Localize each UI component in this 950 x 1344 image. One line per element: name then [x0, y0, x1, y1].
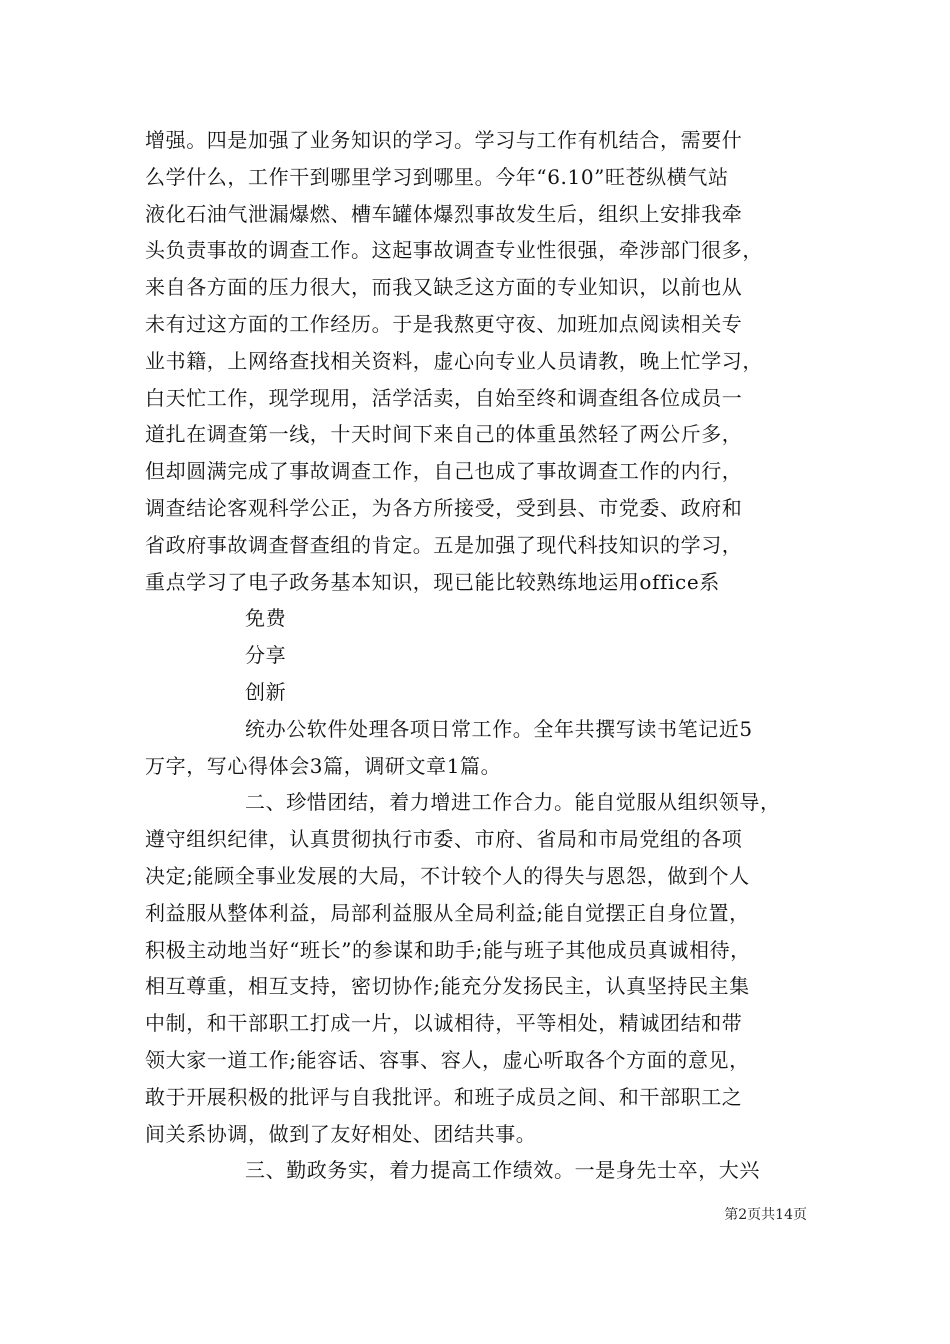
body-line: 敢于开展积极的批评与自我批评。和班子成员之间、和干部职工之: [145, 1084, 743, 1109]
body-line: 但却圆满完成了事故调查工作，自己也成了事故调查工作的内行，: [145, 459, 743, 484]
body-line: 积极主动地当好“班长”的参谋和助手;能与班子其他成员真诚相待，: [145, 937, 751, 962]
section-heading-line: 二、珍惜团结，着力增进工作合力。能自觉服从组织领导，: [245, 790, 781, 815]
watermark-line: 免费: [245, 606, 287, 631]
body-line: 么学什么，工作干到哪里学习到哪里。今年“6.10”旺苍纵横气站: [145, 164, 729, 189]
body-line: 省政府事故调查督查组的肯定。五是加强了现代科技知识的学习，: [145, 532, 743, 557]
body-line: 增强。四是加强了业务知识的学习。学习与工作有机结合，需要什: [145, 128, 743, 152]
body-line: 决定;能顾全事业发展的大局，不计较个人的得失与恩怨，做到个人: [145, 863, 750, 888]
section-heading-line: 三、勤政务实，着力提高工作绩效。一是身先士卒，大兴: [245, 1158, 760, 1183]
body-line: 万字，写心得体会3篇，调研文章1篇。: [145, 753, 502, 778]
watermark-line: 分享: [245, 643, 287, 668]
body-line: 相互尊重，相互支持，密切协作;能充分发扬民主，认真坚持民主集: [145, 974, 750, 999]
body-line: 液化石油气泄漏爆燃、槽车罐体爆烈事故发生后，组织上安排我牵: [145, 201, 743, 226]
body-line: 间关系协调，做到了友好相处、团结共事。: [145, 1121, 537, 1146]
body-line: 重点学习了电子政务基本知识，现已能比较熟练地运用office系: [145, 569, 720, 594]
body-line: 利益服从整体利益，局部利益服从全局利益;能自觉摆正自身位置，: [145, 900, 750, 925]
body-line: 中制，和干部职工打成一片，以诚相待，平等相处，精诚团结和带: [145, 1011, 743, 1036]
body-line: 未有过这方面的工作经历。于是我熬更守夜、加班加点阅读相关专: [145, 311, 743, 336]
body-line: 领大家一道工作;能容话、容事、容人，虚心听取各个方面的意见，: [145, 1047, 750, 1072]
body-line: 道扎在调查第一线，十天时间下来自己的体重虽然轻了两公斤多，: [145, 422, 743, 447]
body-line: 头负责事故的调查工作。这起事故调查专业性很强，牵涉部门很多，: [145, 238, 763, 263]
watermark-line: 创新: [245, 679, 287, 704]
body-line: 统办公软件处理各项日常工作。全年共撰写读书笔记近5: [245, 716, 753, 741]
body-line: 调查结论客观科学公正，为各方所接受，受到县、市党委、政府和: [145, 495, 743, 520]
body-line: 白天忙工作，现学现用，活学活卖，自始至终和调查组各位成员一: [145, 385, 743, 410]
body-line: 业书籍，上网络查找相关资料，虚心向专业人员请教，晚上忙学习，: [145, 348, 763, 373]
document-body: [145, 122, 810, 1189]
body-line: 来自各方面的压力很大，而我又缺乏这方面的专业知识，以前也从: [145, 275, 743, 300]
body-line: 遵守组织纪律，认真贯彻执行市委、市府、省局和市局党组的各项: [145, 827, 743, 852]
page-number: 第2页共14页: [724, 1207, 807, 1223]
